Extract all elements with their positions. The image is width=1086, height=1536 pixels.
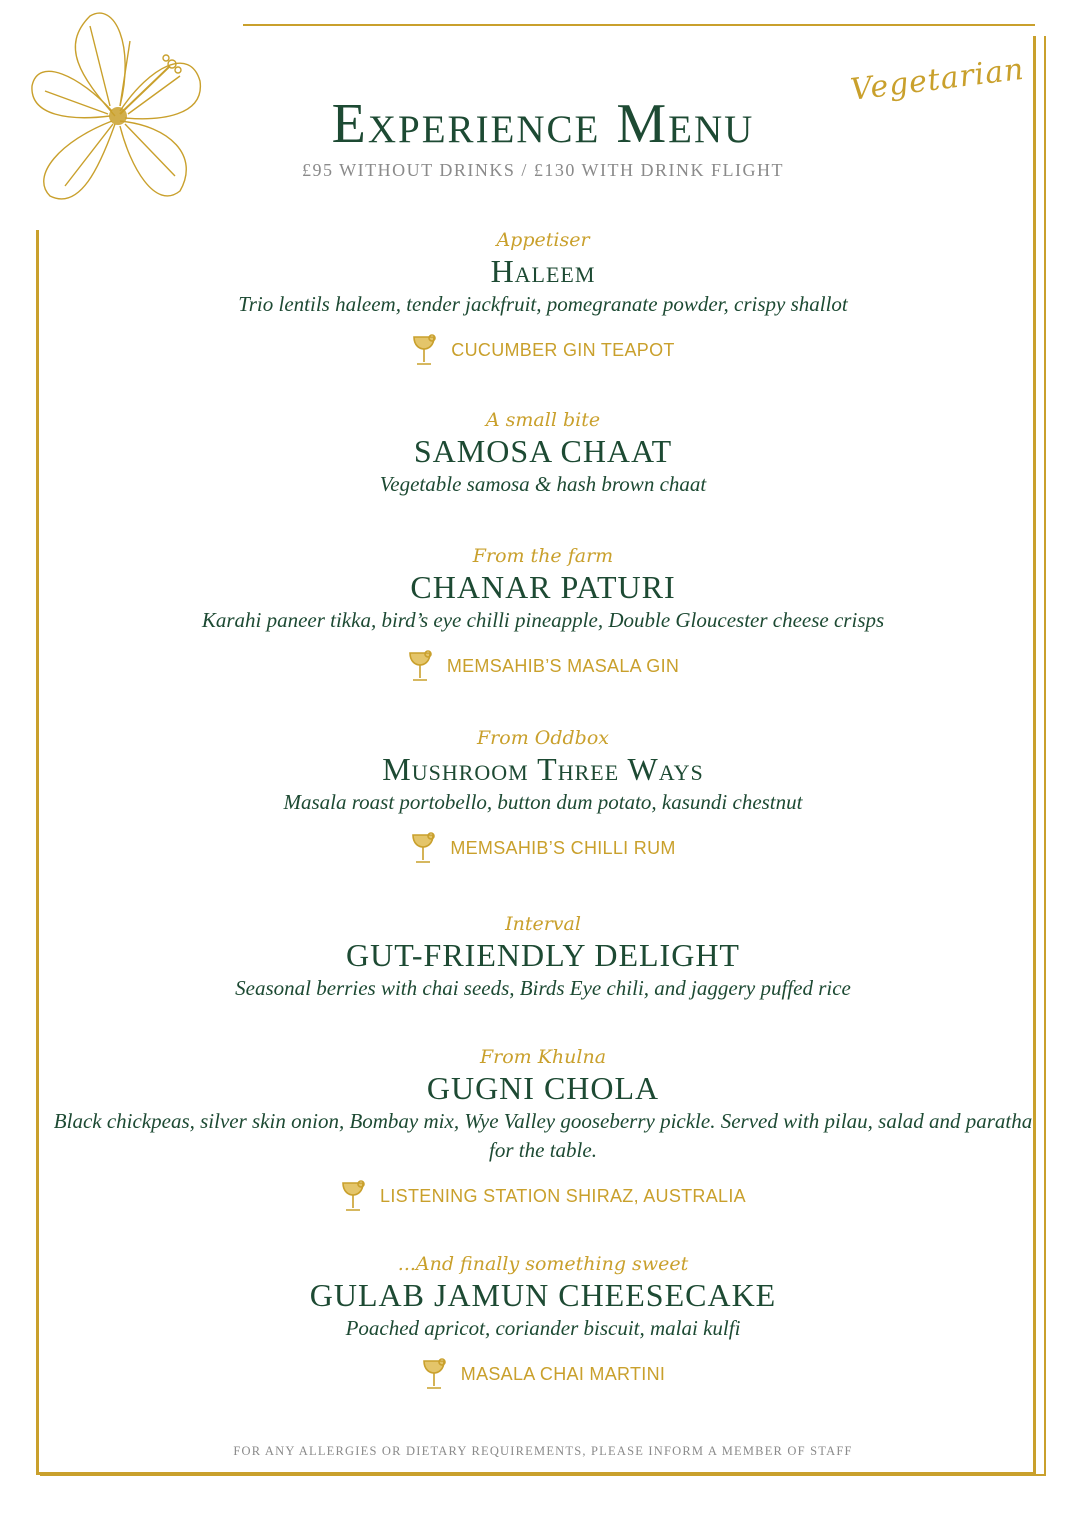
dish-description: Poached apricot, coriander biscuit, malai kulfi: [345, 1316, 741, 1340]
drink-pairing: [0, 1179, 1086, 1213]
dish-description: Vegetable samosa & hash brown chaat: [379, 472, 707, 496]
drink-name: CUCUMBER GIN TEAPOT: [451, 339, 675, 360]
drink-name: MEMSAHIB’S CHILLI RUM: [450, 837, 676, 858]
cocktail-glass-icon: [421, 1357, 447, 1391]
cocktail-glass-icon: [411, 333, 437, 367]
dish-name: GULAB JAMUN CHEESECAKE: [309, 1277, 777, 1313]
course-from-khulna: [0, 1045, 1086, 1213]
drink-pairing: [0, 1357, 1086, 1391]
course-label: From the farm: [472, 545, 614, 567]
course-label: From Khulna: [479, 1046, 607, 1068]
dish-name: Haleem: [490, 253, 596, 289]
course-interval: [0, 912, 1086, 1003]
dish-name: Mushroom Three Ways: [382, 751, 704, 787]
course-small-bite: [0, 408, 1086, 499]
course-label: ...And finally something sweet: [397, 1253, 689, 1275]
cocktail-glass-icon: [407, 649, 433, 683]
frame-line-top: [243, 24, 1035, 26]
allergy-notice: FOR ANY ALLERGIES OR DIETARY REQUIREMENTS, PLEASE INFORM A MEMBER OF STAFF: [233, 1444, 853, 1458]
dish-description: Seasonal berries with chai seeds, Birds Eye chili, and jaggery puffed rice: [235, 976, 851, 1000]
course-from-oddbox: [0, 726, 1086, 865]
dish-name: GUGNI CHOLA: [426, 1070, 660, 1106]
dish-name: SAMOSA CHAAT: [413, 433, 673, 469]
drink-name: MEMSAHIB’S MASALA GIN: [446, 655, 680, 676]
menu-title: Experience Menu: [331, 93, 755, 155]
cocktail-glass-icon: [410, 831, 436, 865]
dish-description: Karahi paneer tikka, bird’s eye chilli pineapple, Double Gloucester cheese crisps: [201, 608, 885, 632]
dish-description: Trio lentils haleem, tender jackfruit, pomegranate powder, crispy shallot: [238, 292, 848, 316]
course-label: Interval: [505, 913, 581, 935]
course-label: A small bite: [485, 409, 601, 431]
course-from-the-farm: [0, 544, 1086, 683]
cocktail-glass-icon: [340, 1179, 366, 1213]
dish-name: CHANAR PATURI: [410, 569, 676, 605]
course-appetiser: [0, 228, 1086, 367]
drink-name: MASALA CHAI MARTINI: [460, 1363, 666, 1384]
drink-pairing: [0, 831, 1086, 865]
course-label: From Oddbox: [477, 727, 609, 749]
vegetarian-tag: Vegetarian: [848, 51, 1027, 108]
drink-pairing: [0, 649, 1086, 683]
drink-pairing: [0, 333, 1086, 367]
dish-description: Masala roast portobello, button dum potato, kasundi chestnut: [283, 790, 803, 814]
course-dessert: [0, 1252, 1086, 1391]
price-line: £95 WITHOUT DRINKS / £130 WITH DRINK FLIGHT: [302, 160, 784, 180]
course-label: Appetiser: [496, 229, 590, 251]
dish-name: GUT-FRIENDLY DELIGHT: [346, 937, 740, 973]
drink-name: LISTENING STATION SHIRAZ, AUSTRALIA: [380, 1185, 746, 1206]
dish-description: Black chickpeas, silver skin onion, Bombay mix, Wye Valley gooseberry pickle. Served with pilau, salad and paratha for the table.: [53, 1109, 1033, 1162]
